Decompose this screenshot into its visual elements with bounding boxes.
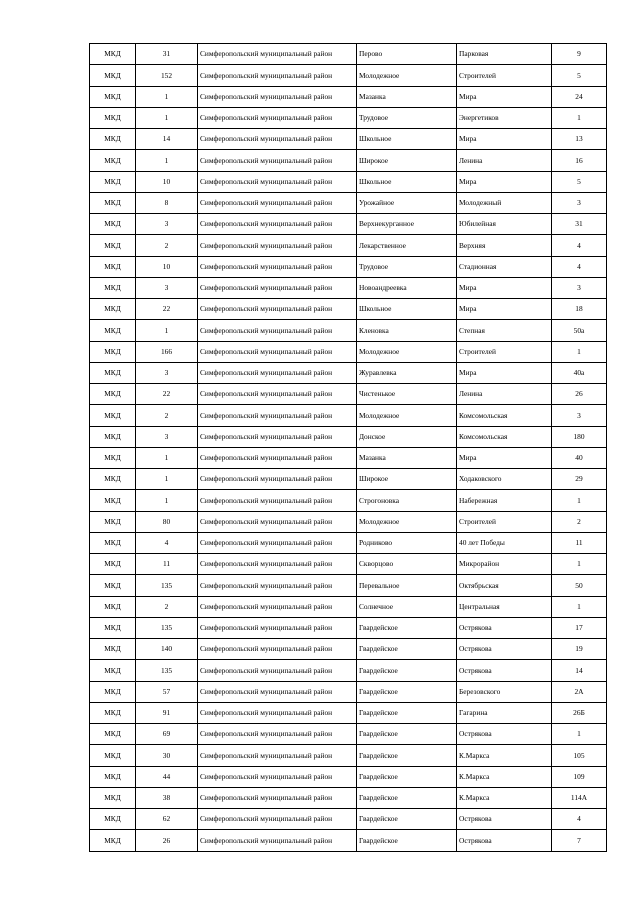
table-row xyxy=(90,617,607,638)
building-type-cell: МКД xyxy=(90,511,136,532)
building-type-cell: МКД xyxy=(90,787,136,808)
house-number-cell: 1 xyxy=(552,107,607,128)
district-cell: Симферопольский муниципальный район xyxy=(198,129,357,150)
district-cell: Симферопольский муниципальный район xyxy=(198,702,357,723)
street-cell: Мира xyxy=(457,447,552,468)
street-cell: Мира xyxy=(457,277,552,298)
table-row xyxy=(90,447,607,468)
table-row xyxy=(90,299,607,320)
table-row xyxy=(90,277,607,298)
table-row xyxy=(90,787,607,808)
street-cell: Строителей xyxy=(457,341,552,362)
street-cell: Набережная xyxy=(457,490,552,511)
building-count-cell: 57 xyxy=(136,681,198,702)
building-count-cell: 62 xyxy=(136,809,198,830)
building-type-cell: МКД xyxy=(90,107,136,128)
building-count-cell: 30 xyxy=(136,745,198,766)
table-row xyxy=(90,235,607,256)
locality-cell: Чистенькое xyxy=(357,384,457,405)
district-cell: Симферопольский муниципальный район xyxy=(198,299,357,320)
house-number-cell: 1 xyxy=(552,341,607,362)
building-count-cell: 2 xyxy=(136,235,198,256)
building-type-cell: МКД xyxy=(90,766,136,787)
building-type-cell: МКД xyxy=(90,214,136,235)
table-row xyxy=(90,702,607,723)
building-type-cell: МКД xyxy=(90,256,136,277)
locality-cell: Журавлевка xyxy=(357,362,457,383)
building-type-cell: МКД xyxy=(90,320,136,341)
district-cell: Симферопольский муниципальный район xyxy=(198,660,357,681)
table-row xyxy=(90,86,607,107)
table-row xyxy=(90,341,607,362)
street-cell: Верхняя xyxy=(457,235,552,256)
table-row xyxy=(90,809,607,830)
building-type-cell: МКД xyxy=(90,639,136,660)
building-type-cell: МКД xyxy=(90,532,136,553)
building-count-cell: 4 xyxy=(136,532,198,553)
house-number-cell: 9 xyxy=(552,44,607,65)
district-cell: Симферопольский муниципальный район xyxy=(198,107,357,128)
table-row xyxy=(90,554,607,575)
building-type-cell: МКД xyxy=(90,596,136,617)
building-count-cell: 22 xyxy=(136,299,198,320)
locality-cell: Широкое xyxy=(357,469,457,490)
building-count-cell: 135 xyxy=(136,660,198,681)
locality-cell: Перово xyxy=(357,44,457,65)
street-cell: Строителей xyxy=(457,65,552,86)
table-row xyxy=(90,575,607,596)
building-count-cell: 152 xyxy=(136,65,198,86)
locality-cell: Гвардейское xyxy=(357,617,457,638)
district-cell: Симферопольский муниципальный район xyxy=(198,511,357,532)
street-cell: 40 лет Победы xyxy=(457,532,552,553)
house-number-cell: 3 xyxy=(552,277,607,298)
district-cell: Симферопольский муниципальный район xyxy=(198,766,357,787)
district-cell: Симферопольский муниципальный район xyxy=(198,171,357,192)
table-row xyxy=(90,681,607,702)
building-type-cell: МКД xyxy=(90,681,136,702)
building-count-cell: 91 xyxy=(136,702,198,723)
table-row xyxy=(90,320,607,341)
building-count-cell: 3 xyxy=(136,362,198,383)
district-cell: Симферопольский муниципальный район xyxy=(198,235,357,256)
district-cell: Симферопольский муниципальный район xyxy=(198,575,357,596)
locality-cell: Молодежное xyxy=(357,65,457,86)
table-row xyxy=(90,724,607,745)
district-cell: Симферопольский муниципальный район xyxy=(198,554,357,575)
house-number-cell: 1 xyxy=(552,554,607,575)
table-row xyxy=(90,129,607,150)
building-type-cell: МКД xyxy=(90,490,136,511)
locality-cell: Гвардейское xyxy=(357,660,457,681)
house-number-cell: 3 xyxy=(552,192,607,213)
building-count-cell: 3 xyxy=(136,426,198,447)
district-cell: Симферопольский муниципальный район xyxy=(198,150,357,171)
building-type-cell: МКД xyxy=(90,129,136,150)
house-number-cell: 109 xyxy=(552,766,607,787)
district-cell: Симферопольский муниципальный район xyxy=(198,362,357,383)
building-count-cell: 2 xyxy=(136,596,198,617)
table-row xyxy=(90,745,607,766)
locality-cell: Школьное xyxy=(357,299,457,320)
street-cell: Мира xyxy=(457,299,552,320)
street-cell: Ходаковского xyxy=(457,469,552,490)
district-cell: Симферопольский муниципальный район xyxy=(198,830,357,851)
district-cell: Симферопольский муниципальный район xyxy=(198,320,357,341)
table-row xyxy=(90,256,607,277)
street-cell: Мира xyxy=(457,86,552,107)
table-row xyxy=(90,107,607,128)
district-cell: Симферопольский муниципальный район xyxy=(198,490,357,511)
locality-cell: Гвардейское xyxy=(357,681,457,702)
house-number-cell: 50а xyxy=(552,320,607,341)
building-count-cell: 135 xyxy=(136,575,198,596)
building-type-cell: МКД xyxy=(90,447,136,468)
housing-registry-table xyxy=(89,43,607,852)
building-count-cell: 3 xyxy=(136,214,198,235)
house-number-cell: 50 xyxy=(552,575,607,596)
building-type-cell: МКД xyxy=(90,192,136,213)
district-cell: Симферопольский муниципальный район xyxy=(198,532,357,553)
building-count-cell: 8 xyxy=(136,192,198,213)
table-row xyxy=(90,532,607,553)
building-count-cell: 2 xyxy=(136,405,198,426)
table-row xyxy=(90,766,607,787)
locality-cell: Гвардейское xyxy=(357,787,457,808)
table-row xyxy=(90,150,607,171)
locality-cell: Донское xyxy=(357,426,457,447)
table-row xyxy=(90,830,607,851)
table-row xyxy=(90,511,607,532)
table-row xyxy=(90,426,607,447)
building-type-cell: МКД xyxy=(90,724,136,745)
district-cell: Симферопольский муниципальный район xyxy=(198,192,357,213)
district-cell: Симферопольский муниципальный район xyxy=(198,426,357,447)
house-number-cell: 3 xyxy=(552,405,607,426)
table-row xyxy=(90,171,607,192)
house-number-cell: 16 xyxy=(552,150,607,171)
district-cell: Симферопольский муниципальный район xyxy=(198,724,357,745)
street-cell: Энергетиков xyxy=(457,107,552,128)
house-number-cell: 4 xyxy=(552,809,607,830)
locality-cell: Трудовое xyxy=(357,256,457,277)
locality-cell: Гвардейское xyxy=(357,724,457,745)
building-type-cell: МКД xyxy=(90,575,136,596)
house-number-cell: 14 xyxy=(552,660,607,681)
district-cell: Симферопольский муниципальный район xyxy=(198,745,357,766)
building-type-cell: МКД xyxy=(90,617,136,638)
street-cell: Степная xyxy=(457,320,552,341)
street-cell: Острякова xyxy=(457,724,552,745)
building-type-cell: МКД xyxy=(90,405,136,426)
building-count-cell: 1 xyxy=(136,107,198,128)
street-cell: К.Маркса xyxy=(457,745,552,766)
table-row xyxy=(90,44,607,65)
district-cell: Симферопольский муниципальный район xyxy=(198,469,357,490)
building-type-cell: МКД xyxy=(90,171,136,192)
building-count-cell: 1 xyxy=(136,86,198,107)
building-count-cell: 11 xyxy=(136,554,198,575)
house-number-cell: 18 xyxy=(552,299,607,320)
locality-cell: Школьное xyxy=(357,129,457,150)
district-cell: Симферопольский муниципальный район xyxy=(198,681,357,702)
street-cell: Октябрьская xyxy=(457,575,552,596)
building-type-cell: МКД xyxy=(90,150,136,171)
locality-cell: Гвардейское xyxy=(357,809,457,830)
building-count-cell: 3 xyxy=(136,277,198,298)
district-cell: Симферопольский муниципальный район xyxy=(198,384,357,405)
building-type-cell: МКД xyxy=(90,277,136,298)
district-cell: Симферопольский муниципальный район xyxy=(198,787,357,808)
street-cell: Острякова xyxy=(457,660,552,681)
house-number-cell: 4 xyxy=(552,256,607,277)
locality-cell: Верхнекурганное xyxy=(357,214,457,235)
building-count-cell: 31 xyxy=(136,44,198,65)
building-count-cell: 1 xyxy=(136,469,198,490)
house-number-cell: 26Б xyxy=(552,702,607,723)
house-number-cell: 2А xyxy=(552,681,607,702)
house-number-cell: 40 xyxy=(552,447,607,468)
house-number-cell: 7 xyxy=(552,830,607,851)
locality-cell: Родниково xyxy=(357,532,457,553)
building-count-cell: 22 xyxy=(136,384,198,405)
house-number-cell: 105 xyxy=(552,745,607,766)
building-count-cell: 1 xyxy=(136,490,198,511)
locality-cell: Гвардейское xyxy=(357,830,457,851)
street-cell: Строителей xyxy=(457,511,552,532)
house-number-cell: 40а xyxy=(552,362,607,383)
building-type-cell: МКД xyxy=(90,660,136,681)
building-count-cell: 1 xyxy=(136,320,198,341)
building-type-cell: МКД xyxy=(90,745,136,766)
street-cell: Мира xyxy=(457,362,552,383)
street-cell: Острякова xyxy=(457,809,552,830)
district-cell: Симферопольский муниципальный район xyxy=(198,44,357,65)
house-number-cell: 31 xyxy=(552,214,607,235)
house-number-cell: 17 xyxy=(552,617,607,638)
street-cell: Ленина xyxy=(457,384,552,405)
building-type-cell: МКД xyxy=(90,362,136,383)
house-number-cell: 180 xyxy=(552,426,607,447)
table-row xyxy=(90,384,607,405)
table-row xyxy=(90,362,607,383)
house-number-cell: 5 xyxy=(552,171,607,192)
building-count-cell: 26 xyxy=(136,830,198,851)
district-cell: Симферопольский муниципальный район xyxy=(198,809,357,830)
house-number-cell: 26 xyxy=(552,384,607,405)
building-count-cell: 135 xyxy=(136,617,198,638)
table-body xyxy=(90,44,607,852)
house-number-cell: 19 xyxy=(552,639,607,660)
street-cell: Острякова xyxy=(457,639,552,660)
district-cell: Симферопольский муниципальный район xyxy=(198,214,357,235)
district-cell: Симферопольский муниципальный район xyxy=(198,405,357,426)
district-cell: Симферопольский муниципальный район xyxy=(198,596,357,617)
building-count-cell: 10 xyxy=(136,171,198,192)
building-count-cell: 44 xyxy=(136,766,198,787)
house-number-cell: 29 xyxy=(552,469,607,490)
street-cell: Стадионная xyxy=(457,256,552,277)
locality-cell: Школьное xyxy=(357,171,457,192)
street-cell: Мира xyxy=(457,171,552,192)
street-cell: К.Маркса xyxy=(457,787,552,808)
building-type-cell: МКД xyxy=(90,702,136,723)
locality-cell: Гвардейское xyxy=(357,639,457,660)
street-cell: Острякова xyxy=(457,830,552,851)
building-count-cell: 14 xyxy=(136,129,198,150)
table-row xyxy=(90,469,607,490)
house-number-cell: 11 xyxy=(552,532,607,553)
locality-cell: Молодежное xyxy=(357,511,457,532)
building-type-cell: МКД xyxy=(90,809,136,830)
locality-cell: Мазанка xyxy=(357,86,457,107)
street-cell: К.Маркса xyxy=(457,766,552,787)
locality-cell: Мазанка xyxy=(357,447,457,468)
locality-cell: Лекарственное xyxy=(357,235,457,256)
district-cell: Симферопольский муниципальный район xyxy=(198,617,357,638)
locality-cell: Трудовое xyxy=(357,107,457,128)
locality-cell: Гвардейское xyxy=(357,702,457,723)
district-cell: Симферопольский муниципальный район xyxy=(198,86,357,107)
building-count-cell: 69 xyxy=(136,724,198,745)
building-type-cell: МКД xyxy=(90,341,136,362)
building-type-cell: МКД xyxy=(90,65,136,86)
building-type-cell: МКД xyxy=(90,469,136,490)
district-cell: Симферопольский муниципальный район xyxy=(198,639,357,660)
house-number-cell: 1 xyxy=(552,490,607,511)
district-cell: Симферопольский муниципальный район xyxy=(198,65,357,86)
house-number-cell: 2 xyxy=(552,511,607,532)
table-row xyxy=(90,596,607,617)
building-type-cell: МКД xyxy=(90,554,136,575)
table-row xyxy=(90,65,607,86)
house-number-cell: 5 xyxy=(552,65,607,86)
locality-cell: Строгоновка xyxy=(357,490,457,511)
locality-cell: Гвардейское xyxy=(357,766,457,787)
house-number-cell: 1 xyxy=(552,724,607,745)
street-cell: Комсомольская xyxy=(457,426,552,447)
locality-cell: Молодежное xyxy=(357,405,457,426)
locality-cell: Новоандреевка xyxy=(357,277,457,298)
locality-cell: Скворцово xyxy=(357,554,457,575)
locality-cell: Молодежное xyxy=(357,341,457,362)
street-cell: Юбилейная xyxy=(457,214,552,235)
table-row xyxy=(90,192,607,213)
building-count-cell: 140 xyxy=(136,639,198,660)
street-cell: Острякова xyxy=(457,617,552,638)
district-cell: Симферопольский муниципальный район xyxy=(198,341,357,362)
district-cell: Симферопольский муниципальный район xyxy=(198,447,357,468)
locality-cell: Перевальное xyxy=(357,575,457,596)
building-count-cell: 1 xyxy=(136,447,198,468)
street-cell: Парковая xyxy=(457,44,552,65)
house-number-cell: 114А xyxy=(552,787,607,808)
locality-cell: Кленовка xyxy=(357,320,457,341)
building-type-cell: МКД xyxy=(90,86,136,107)
table-row xyxy=(90,639,607,660)
house-number-cell: 1 xyxy=(552,596,607,617)
street-cell: Ленина xyxy=(457,150,552,171)
locality-cell: Урожайное xyxy=(357,192,457,213)
district-cell: Симферопольский муниципальный район xyxy=(198,256,357,277)
locality-cell: Широкое xyxy=(357,150,457,171)
street-cell: Центральная xyxy=(457,596,552,617)
building-type-cell: МКД xyxy=(90,44,136,65)
locality-cell: Солнечное xyxy=(357,596,457,617)
table-row xyxy=(90,660,607,681)
building-type-cell: МКД xyxy=(90,299,136,320)
street-cell: Молодежный xyxy=(457,192,552,213)
building-count-cell: 166 xyxy=(136,341,198,362)
street-cell: Комсомольская xyxy=(457,405,552,426)
locality-cell: Гвардейское xyxy=(357,745,457,766)
building-type-cell: МКД xyxy=(90,235,136,256)
table-row xyxy=(90,214,607,235)
table-row xyxy=(90,405,607,426)
building-count-cell: 10 xyxy=(136,256,198,277)
street-cell: Березовского xyxy=(457,681,552,702)
building-type-cell: МКД xyxy=(90,426,136,447)
street-cell: Микрорайон xyxy=(457,554,552,575)
district-cell: Симферопольский муниципальный район xyxy=(198,277,357,298)
house-number-cell: 13 xyxy=(552,129,607,150)
building-count-cell: 80 xyxy=(136,511,198,532)
street-cell: Мира xyxy=(457,129,552,150)
street-cell: Гагарина xyxy=(457,702,552,723)
house-number-cell: 24 xyxy=(552,86,607,107)
building-count-cell: 38 xyxy=(136,787,198,808)
table-row xyxy=(90,490,607,511)
building-type-cell: МКД xyxy=(90,830,136,851)
building-type-cell: МКД xyxy=(90,384,136,405)
building-count-cell: 1 xyxy=(136,150,198,171)
house-number-cell: 4 xyxy=(552,235,607,256)
